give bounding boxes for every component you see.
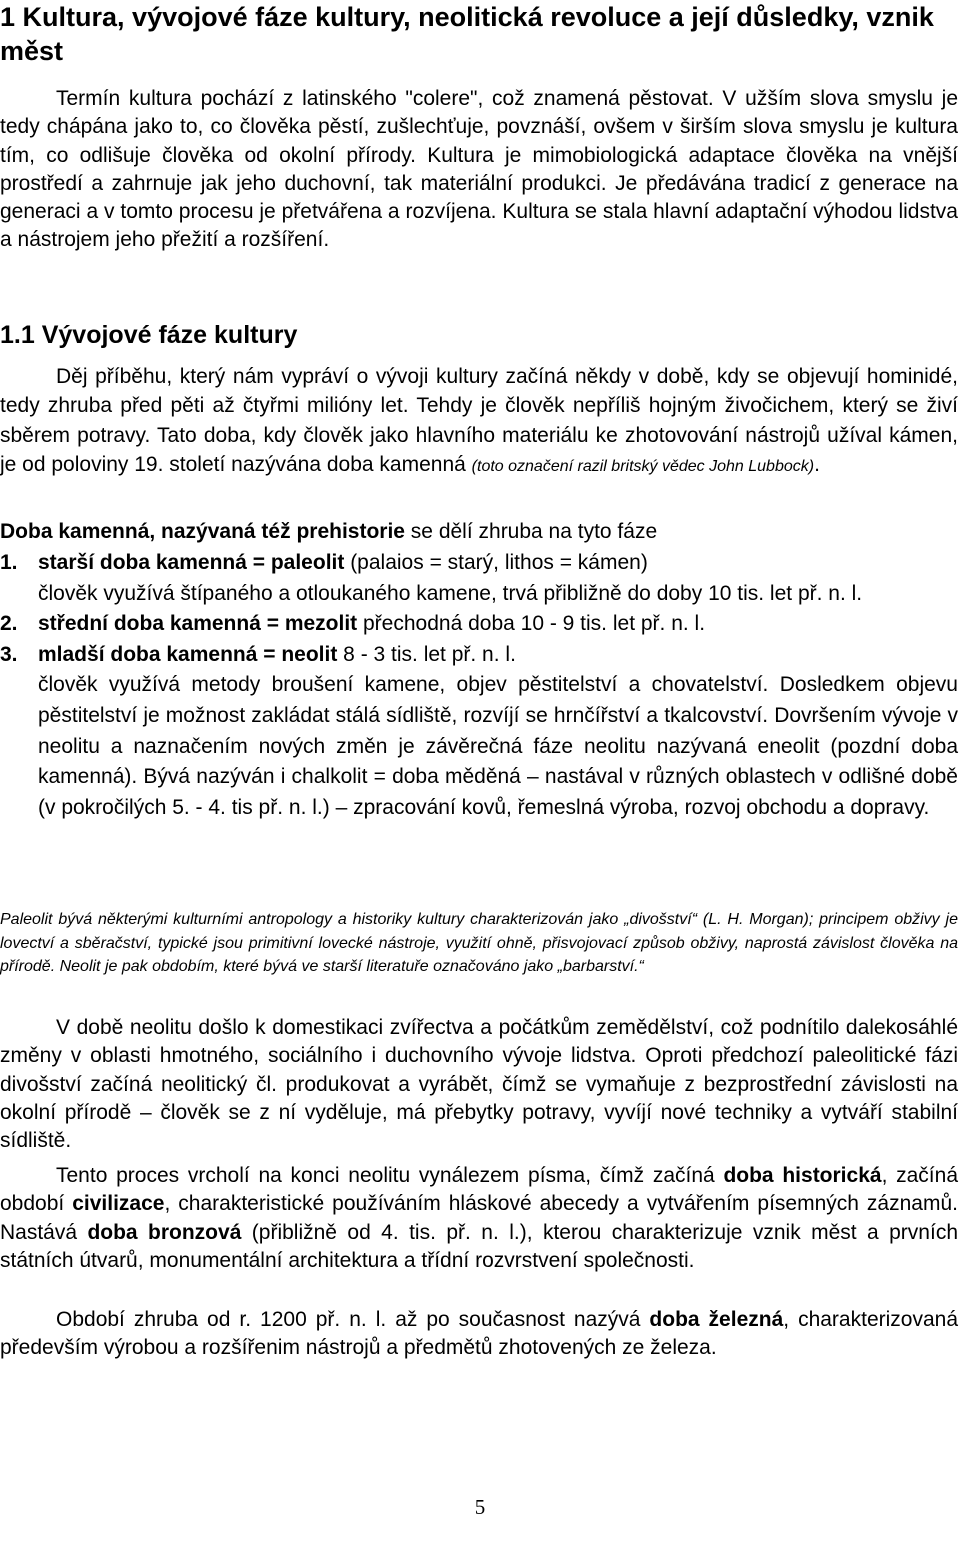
- intro-paragraph: Termín kultura pochází z latinského "colere", což znamená pěstovat. V užším slova smyslu je tedy chápána jako to, co člověka pěstí, zušlechťuje, povznáší, ovšem v širším slova smyslu je kultura tím, co odlišuje člověka od okolní přírody. Kultura je mimobiologická adaptace člověka na vnější prostředí a zahrnuje jak jeho duchovní, tak materiální produkci. Je předávána tradicí z generace na generaci a v tomto procesu je přetvářena a rozvíjena. Kultura se stala hlavní adaptační výhodou lidstva a nástrojem jeho přežití a rozšíření.: [0, 87, 958, 252]
- writing-paragraph: [0, 1162, 958, 1275]
- page-title: [0, 0, 958, 68]
- iron-text-1: Období zhruba od r. 1200 př. n. l. až po současnost nazývá: [56, 1308, 650, 1331]
- phase-after: 8 - 3 tis. let př. n. l.: [337, 642, 516, 666]
- section-number: 1.1: [0, 321, 35, 349]
- heading-title: Kultura, vývojové fáze kultury, neolitická revoluce a její důsledky, vznik měst: [0, 2, 934, 66]
- stone-age-text: Děj příběhu, který nám vypráví o vývoji kultury začíná někdy v době, kdy se objevují hominidé, tedy zhruba před pěti až čtyřmi milióny let. Tehdy je člověk nepříliš hojným živočichem, který se živí sběrem potravy. Tato doba, kdy člověk jako hlavního materiálu ke zhotovování nástrojů užíval kámen, je od poloviny 19. století nazývána doba kamenná: [0, 365, 958, 476]
- section-title: [0, 318, 297, 352]
- list-item: [0, 640, 958, 824]
- phase-number: 1.: [0, 551, 18, 574]
- phase-after: (palaios = starý, lithos = kámen): [344, 551, 648, 574]
- anthropology-note: Paleolit bývá některými kulturními antropology a historiky kultury charakterizován jako „divošství“ (L. H. Morgan); principem obživy je lovectví a sběračství, typické jsou primitivní lovecké nástroje, využití ohně, přisvojovací způsob obživy, naprostá závislost člověka na přírodě. Neolit je pak obdobím, které bývá ve starší literatuře označováno jako „barbarství.“: [0, 911, 958, 975]
- stone-age-end: .: [814, 452, 820, 476]
- writing-text-3: , charakteristické používáním hláskové abecedy a vytvářením písemných záznamů. Nastává: [0, 1192, 958, 1244]
- heading-number: 1: [0, 2, 16, 32]
- phase-description: člověk využívá metody broušení kamene, objev pěstitelství a chovatelství. Dosledkem objevu pěstitelství je možnost zakládat stálá sídliště, rozvíjí se hrnčířství a tkalcovství. Dovršením vývoje v neolitu a naznačením nových změn je závěrečná fáze neolitu nazývaná eneolit (pozdní doba kamenná). Bývá nazýván i chalkolit = doba měděná – nastával v různých oblastech v odlišné době (v pokročilých 5. - 4. tis př. n. l.) – zpracování kovů, řemeslná výroba, rozvoj obchodu a dopravy.: [38, 673, 958, 819]
- phase-name: mladší doba kamenná = neolit: [38, 642, 338, 666]
- division-line: [0, 518, 958, 546]
- section-title-text: Vývojové fáze kultury: [41, 321, 298, 349]
- stone-age-paragraph: [0, 362, 958, 481]
- writing-text-2: , začíná období: [0, 1164, 959, 1216]
- phase-name: starší doba kamenná = paleolit: [38, 551, 345, 574]
- phase-heading: [38, 640, 958, 671]
- iron-text-2: , charakterizovaná především výrobou a rozšířenim nástrojů a předmětů zhotovených ze železa.: [0, 1308, 958, 1360]
- list-item: [0, 609, 958, 640]
- writing-text-4: (přibližně od 4. tis. př. n. l.), kterou charakterizuje vznik měst a prvních státních útvarů, monumentální architektura a třídní rozvrstvení společnosti.: [0, 1220, 958, 1272]
- iron-age-paragraph: [0, 1306, 958, 1363]
- lubbock-citation: (toto označení razil britský vědec John Lubbock): [471, 457, 815, 475]
- phase-heading: [38, 609, 958, 640]
- term-civilization: civilizace: [72, 1192, 165, 1216]
- page-number: 5: [474, 1495, 486, 1519]
- phase-name: střední doba kamenná = mezolit: [38, 612, 358, 636]
- term-historic-age: doba historická: [723, 1164, 882, 1187]
- list-item: [0, 548, 958, 609]
- phase-description: člověk využívá štípaného a otloukaného kamene, trvá přibližně do doby 10 tis. let př. n. l.: [38, 581, 863, 605]
- division-bold: Doba kamenná, nazývaná též prehistorie: [0, 520, 405, 543]
- phase-heading: [38, 548, 958, 579]
- term-iron-age: doba železná: [649, 1308, 784, 1331]
- writing-text-1: Tento proces vrcholí na konci neolitu vynálezem písma, čímž začíná: [56, 1164, 724, 1187]
- term-bronze-age: doba bronzová: [87, 1220, 242, 1244]
- neolithic-paragraph: V době neolitu došlo k domestikaci zvířectva a počátkům zemědělství, což podnítilo dalekosáhlé změny v oblasti hmotného, sociálního i duchovního vývoje lidstva. Oproti předchozí paleolitické fázi divošství začíná neolitický čl. produkovat a vyrábět, čímž se vymaňuje z bezprostřední závislosti na okolní přírodě – člověk se z ní vyděluje, má přebytky potravy, vyvíjí nové techniky a vytváří stabilní sídliště.: [0, 1016, 958, 1153]
- phase-list: [0, 548, 958, 823]
- division-rest: se dělí zhruba na tyto fáze: [404, 520, 658, 543]
- phase-number: 2.: [0, 612, 18, 636]
- phase-number: 3.: [0, 642, 18, 666]
- phase-after: přechodná doba 10 - 9 tis. let př. n. l.: [357, 612, 706, 636]
